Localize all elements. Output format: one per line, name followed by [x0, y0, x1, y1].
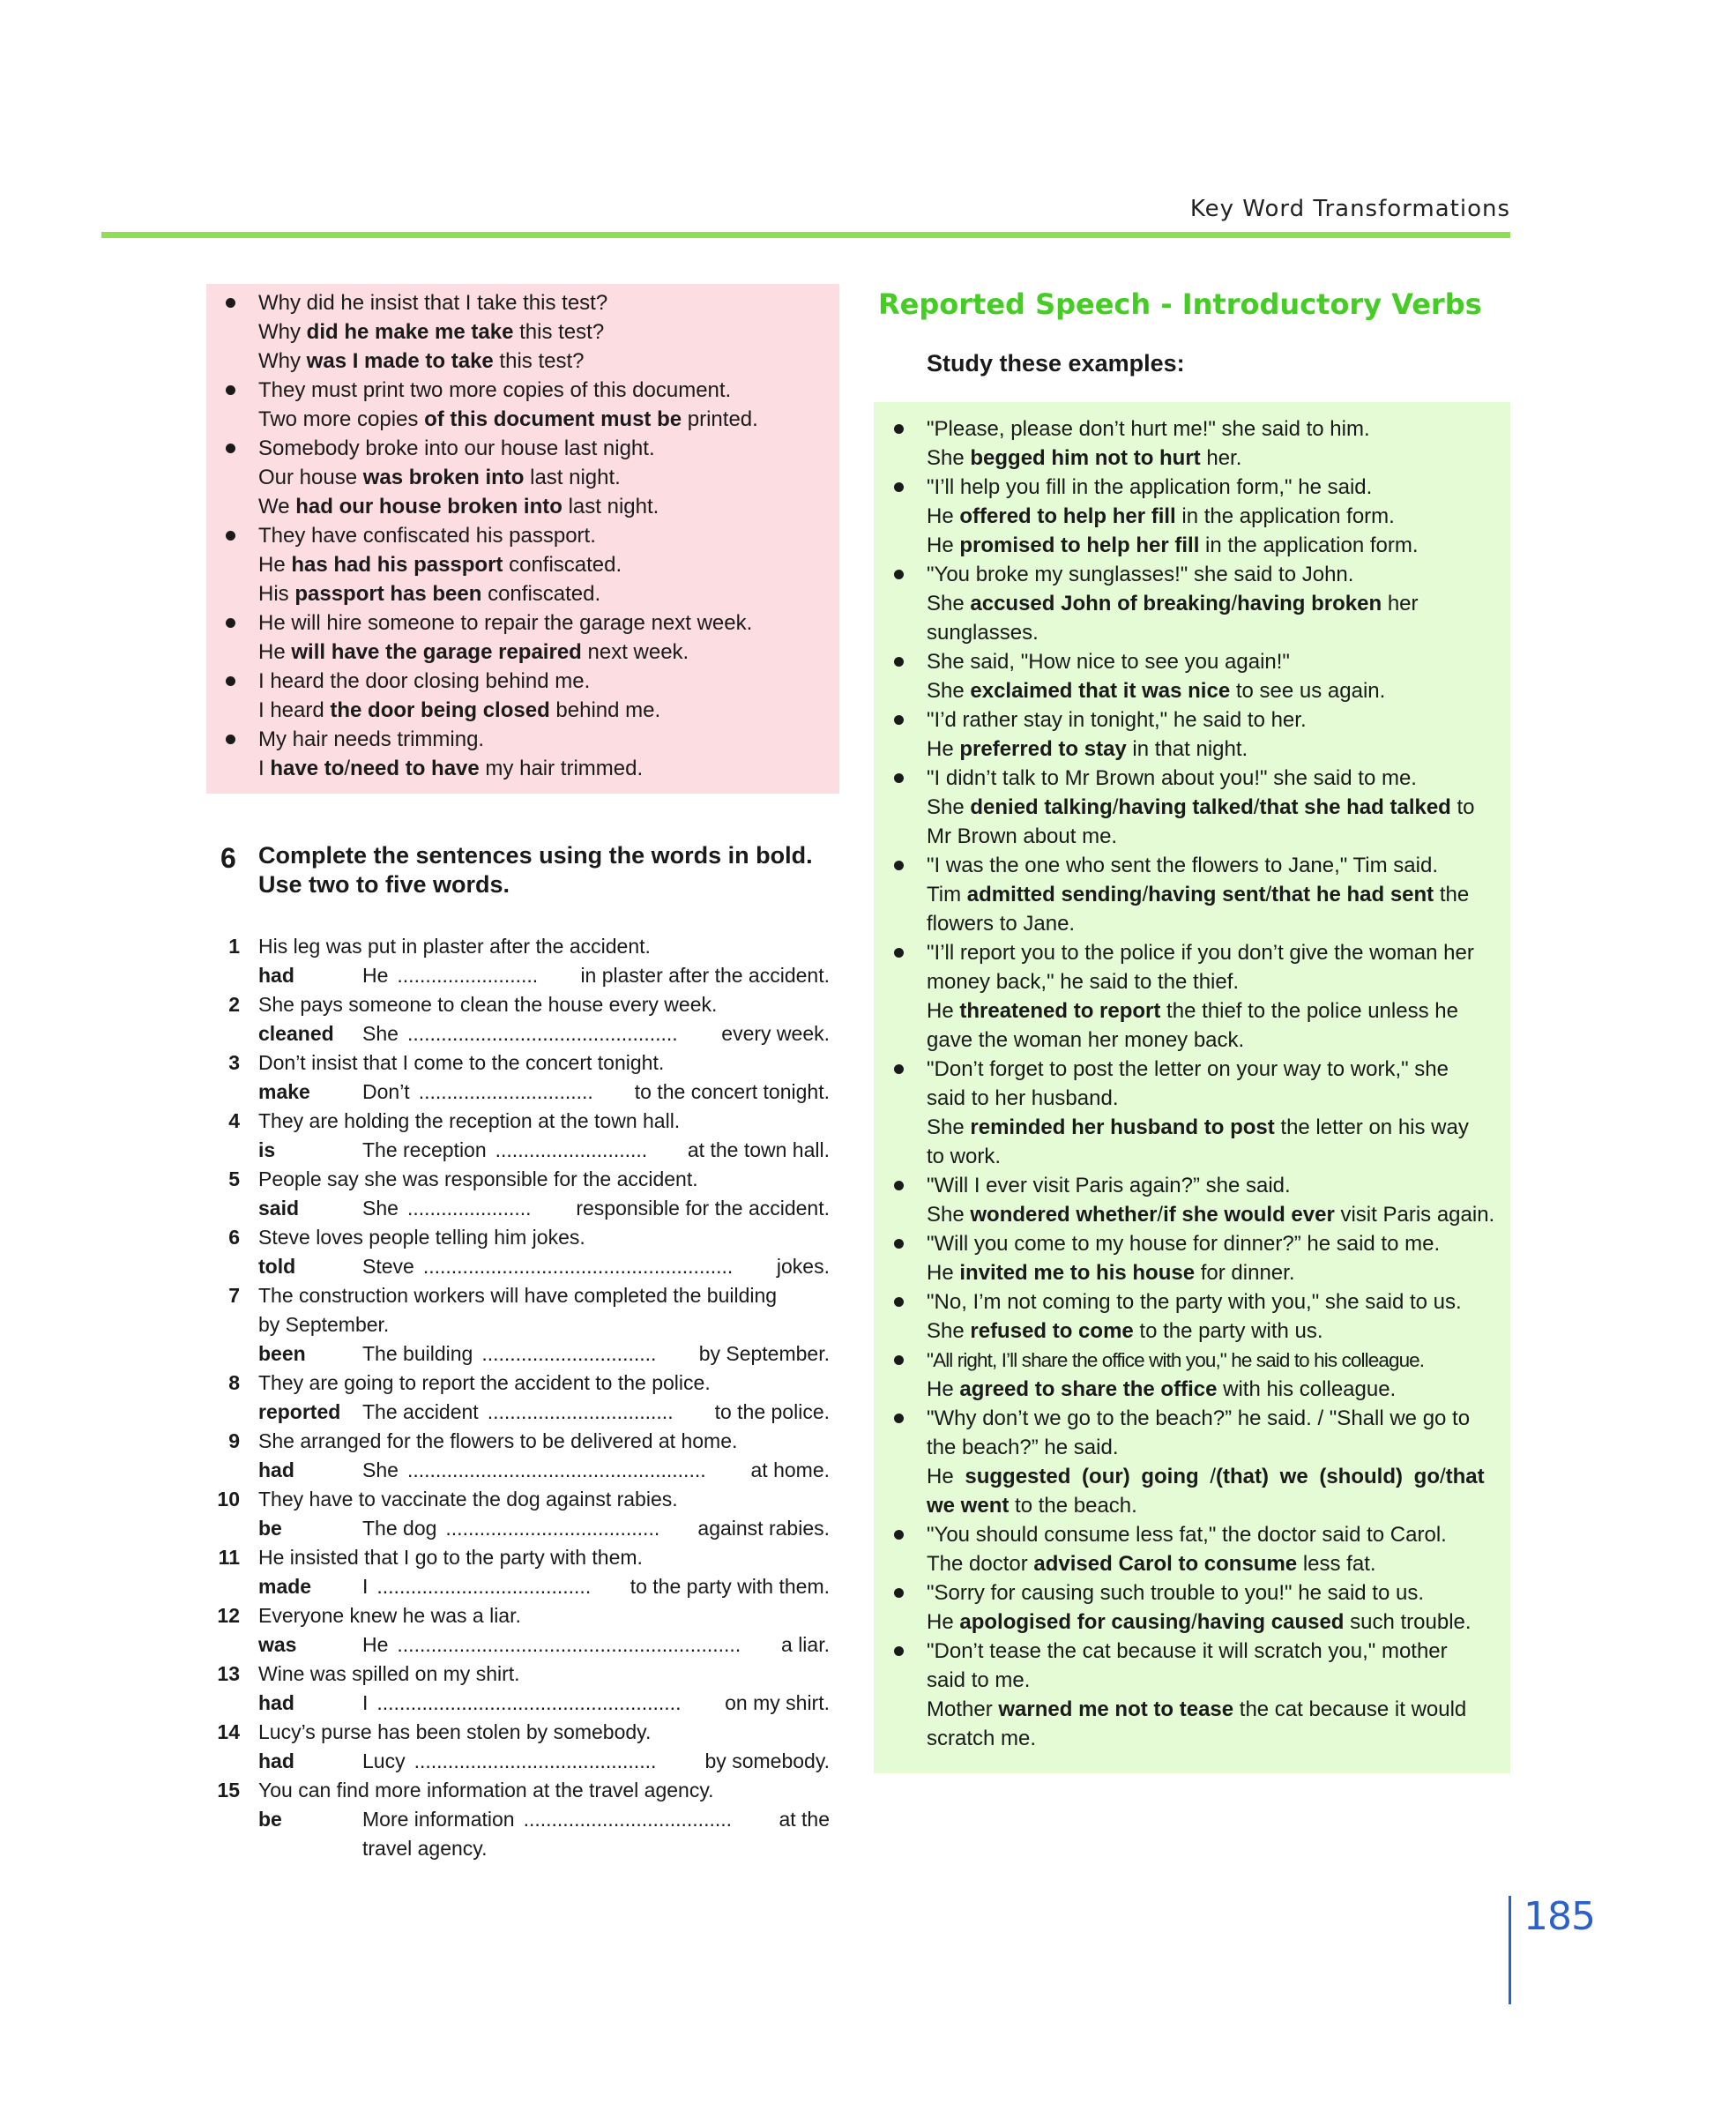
- bullet-icon: [894, 1297, 904, 1307]
- item-lead: Steve: [362, 1255, 414, 1278]
- item-stem: His leg was put in plaster after the accident.: [258, 935, 651, 958]
- bullet-icon: [894, 1239, 904, 1249]
- bullet-icon: [894, 482, 904, 492]
- item-lead: I: [362, 1575, 369, 1598]
- example-line: Mr Brown about me.: [927, 824, 1118, 848]
- item-stem: You can find more information at the travel agency.: [258, 1779, 714, 1801]
- item-tail: responsible for the accident.: [576, 1197, 830, 1220]
- item-tail: on my shirt.: [725, 1691, 830, 1714]
- item-answer-line: [362, 1398, 830, 1427]
- example-line: She begged him not to hurt her.: [927, 446, 1242, 470]
- example-line: Why did he insist that I take this test?: [258, 291, 608, 315]
- bullet-icon: [226, 444, 235, 453]
- header-divider: [101, 232, 1510, 238]
- item-tail: in plaster after the accident.: [580, 964, 830, 987]
- item-answer-line: [362, 1630, 830, 1660]
- item-keyword: reported: [258, 1400, 341, 1423]
- item-dots[interactable]: .....................................: [523, 1808, 733, 1831]
- item-keyword: cleaned: [258, 1022, 334, 1045]
- item-answer-line: [362, 1689, 830, 1718]
- example-line: His passport has been confiscated.: [258, 582, 601, 606]
- bullet-icon: [894, 1414, 904, 1423]
- item-tail: every week.: [721, 1022, 830, 1045]
- item-tail: a liar.: [781, 1633, 830, 1656]
- example-line: They have confiscated his passport.: [258, 524, 596, 548]
- item-number: 12: [217, 1604, 240, 1627]
- item-tail: by September.: [698, 1342, 830, 1365]
- item-dots[interactable]: ......................................: [445, 1517, 660, 1540]
- page-number-rule: [1509, 1896, 1511, 2004]
- example-line: "Why don’t we go to the beach?” he said. / "Shall we go to: [927, 1406, 1471, 1430]
- item-lead: She: [362, 1197, 399, 1220]
- item-lead: I: [362, 1691, 369, 1714]
- example-line: "I’d rather stay in tonight," he said to her.: [927, 708, 1307, 732]
- running-header: Key Word Transformations: [1189, 196, 1510, 222]
- item-stem: Wine was spilled on my shirt.: [258, 1662, 520, 1685]
- bullet-icon: [226, 735, 235, 744]
- example-line: "Don’t tease the cat because it will scratch you," mother: [927, 1639, 1448, 1663]
- bullet-icon: [894, 773, 904, 783]
- example-line: He has had his passport confiscated.: [258, 553, 622, 577]
- example-line: My hair needs trimming.: [258, 727, 485, 751]
- example-line: He preferred to stay in that night.: [927, 737, 1248, 761]
- item-tail: to the police.: [714, 1400, 830, 1423]
- example-line: The doctor advised Carol to consume less fat.: [927, 1552, 1376, 1576]
- example-line: "Sorry for causing such trouble to you!" he said to us.: [927, 1581, 1424, 1605]
- item-number: 2: [228, 993, 240, 1016]
- item-number: 14: [217, 1720, 240, 1743]
- example-line: She refused to come to the party with us.: [927, 1319, 1323, 1343]
- item-dots[interactable]: ......................................: [376, 1575, 592, 1598]
- bullet-icon: [226, 531, 235, 541]
- item-keyword: was: [258, 1633, 297, 1656]
- item-lead: She: [362, 1022, 399, 1045]
- item-number: 8: [228, 1371, 240, 1394]
- example-line: "I’ll help you fill in the application form," he said.: [927, 475, 1373, 499]
- bullet-icon: [894, 1181, 904, 1190]
- item-tail: to the party with them.: [630, 1575, 830, 1598]
- item-dots[interactable]: .......................................................: [422, 1255, 734, 1278]
- item-number: 6: [228, 1226, 240, 1249]
- item-lead: He: [362, 964, 389, 987]
- item-number: 9: [228, 1429, 240, 1452]
- item-number: 5: [228, 1167, 240, 1190]
- example-line: "I didn’t talk to Mr Brown about you!" she said to me.: [927, 766, 1417, 790]
- example-line: "Don’t forget to post the letter on your way to work," she: [927, 1057, 1449, 1081]
- example-line: "Please, please don’t hurt me!" she said to him.: [927, 417, 1370, 441]
- exercise-instruction-line2: Use two to five words.: [258, 871, 510, 898]
- item-keyword: told: [258, 1255, 296, 1278]
- bullet-icon: [894, 715, 904, 725]
- example-line: He will have the garage repaired next week.: [258, 640, 689, 664]
- example-line: said to me.: [927, 1668, 1031, 1692]
- item-number: 4: [228, 1109, 240, 1132]
- item-number: 7: [228, 1284, 240, 1307]
- item-dots[interactable]: .................................: [487, 1400, 674, 1423]
- item-dots[interactable]: .........................: [397, 964, 539, 987]
- section-title: Reported Speech - Introductory Verbs: [878, 287, 1482, 321]
- example-line: scratch me.: [927, 1727, 1037, 1750]
- item-dots[interactable]: ......................................................: [376, 1691, 682, 1714]
- item-lead: The building: [362, 1342, 473, 1365]
- item-answer-line: [362, 1747, 830, 1776]
- item-lead: Lucy: [362, 1749, 406, 1772]
- item-answer-line: [362, 961, 830, 990]
- example-line: "You should consume less fat," the doctor said to Carol.: [927, 1523, 1447, 1547]
- example-line: "All right, I’ll share the office with you," he said to his colleague.: [927, 1349, 1425, 1371]
- example-line: flowers to Jane.: [927, 912, 1076, 936]
- example-line: "No, I’m not coming to the party with you," she said to us.: [927, 1290, 1462, 1314]
- item-keyword: been: [258, 1342, 306, 1365]
- bullet-icon: [894, 1646, 904, 1656]
- example-line: She reminded her husband to post the letter on his way: [927, 1115, 1469, 1139]
- item-stem: She pays someone to clean the house every week.: [258, 993, 718, 1016]
- item-answer-line: [362, 1194, 830, 1223]
- item-dots[interactable]: ................................................: [406, 1022, 678, 1045]
- example-line: I heard the door being closed behind me.: [258, 698, 661, 722]
- bullet-icon: [894, 570, 904, 579]
- item-tail: jokes.: [776, 1255, 830, 1278]
- item-tail: against rabies.: [697, 1517, 830, 1540]
- item-answer-line: [362, 1136, 830, 1165]
- item-number: 11: [218, 1546, 240, 1569]
- example-line: He promised to help her fill in the application form.: [927, 533, 1419, 557]
- item-lead: More information: [362, 1808, 515, 1831]
- bullet-icon: [894, 1355, 904, 1365]
- item-answer-line: [362, 1252, 830, 1281]
- bullet-icon: [894, 657, 904, 667]
- bullet-icon: [894, 1530, 904, 1540]
- item-keyword: be: [258, 1517, 282, 1540]
- item-tail: by somebody.: [704, 1749, 830, 1772]
- example-line: She said, "How nice to see you again!": [927, 650, 1290, 674]
- item-answer-line: [362, 1805, 830, 1834]
- example-line: She exclaimed that it was nice to see us again.: [927, 679, 1386, 703]
- item-tail: at the: [779, 1808, 830, 1831]
- example-line: I have to/need to have my hair trimmed.: [258, 757, 644, 780]
- example-line: "Will I ever visit Paris again?” she said.: [927, 1174, 1291, 1197]
- item-lead: The accident: [362, 1400, 479, 1423]
- bullet-icon: [226, 298, 235, 308]
- example-line: He suggested (our) going /(that) we (should) go/that: [927, 1465, 1485, 1488]
- example-line: money back," he said to the thief.: [927, 970, 1240, 994]
- item-lead: She: [362, 1458, 399, 1481]
- example-line: gave the woman her money back.: [927, 1028, 1245, 1052]
- item-number: 10: [217, 1488, 240, 1511]
- exercise-instruction-line1: Complete the sentences using the words in bold.: [258, 842, 813, 869]
- example-line: "I’ll report you to the police if you don’t give the woman her: [927, 941, 1474, 965]
- example-line: Somebody broke into our house last night.: [258, 436, 655, 460]
- example-line: He invited me to his house for dinner.: [927, 1261, 1295, 1285]
- example-line: "You broke my sunglasses!" she said to John.: [927, 563, 1354, 586]
- example-line: Tim admitted sending/having sent/that he had sent the: [927, 883, 1470, 906]
- example-line: She accused John of breaking/having broken her: [927, 592, 1419, 615]
- item-keyword: had: [258, 1691, 294, 1714]
- example-line: "I was the one who sent the flowers to Jane," Tim said.: [927, 854, 1438, 877]
- item-stem: The construction workers will have completed the building: [258, 1284, 778, 1307]
- item-keyword: be: [258, 1808, 282, 1831]
- example-line: He agreed to share the office with his colleague.: [927, 1377, 1397, 1401]
- item-stem: She arranged for the flowers to be delivered at home.: [258, 1429, 738, 1452]
- item-stem: He insisted that I go to the party with them.: [258, 1546, 643, 1569]
- bullet-icon: [894, 861, 904, 870]
- bullet-icon: [894, 948, 904, 958]
- example-line: Mother warned me not to tease the cat because it would: [927, 1697, 1467, 1721]
- study-label: Study these examples:: [927, 350, 1185, 377]
- bullet-icon: [226, 385, 235, 395]
- example-line: She denied talking/having talked/that she had talked to: [927, 795, 1475, 819]
- item-tail-continued: travel agency.: [362, 1837, 488, 1860]
- example-line: the beach?” he said.: [927, 1436, 1119, 1459]
- example-line: Our house was broken into last night.: [258, 466, 621, 489]
- item-tail: to the concert tonight.: [634, 1080, 830, 1103]
- item-keyword: had: [258, 1458, 294, 1481]
- item-answer-line: [362, 1019, 830, 1048]
- item-answer-line: [362, 1078, 830, 1107]
- bullet-icon: [226, 676, 235, 686]
- example-line: "Will you come to my house for dinner?” he said to me.: [927, 1232, 1441, 1256]
- example-line: He threatened to report the thief to the police unless he: [927, 999, 1458, 1023]
- example-line: we went to the beach.: [927, 1494, 1137, 1518]
- item-stem: They have to vaccinate the dog against rabies.: [258, 1488, 678, 1511]
- item-dots[interactable]: ...............................: [481, 1342, 657, 1365]
- item-number: 1: [228, 935, 240, 958]
- item-dots[interactable]: ...............................: [418, 1080, 593, 1103]
- item-stem-continued: by September.: [258, 1313, 390, 1336]
- item-dots[interactable]: .....................................................: [406, 1458, 706, 1481]
- item-stem: Lucy’s purse has been stolen by somebody.: [258, 1720, 652, 1743]
- item-answer-line: [362, 1456, 830, 1485]
- example-line: He will hire someone to repair the garage next week.: [258, 611, 753, 635]
- example-line: Why was I made to take this test?: [258, 349, 585, 373]
- item-stem: People say she was responsible for the accident.: [258, 1167, 698, 1190]
- example-line: I heard the door closing behind me.: [258, 669, 591, 693]
- item-number: 3: [228, 1051, 240, 1074]
- example-line: He offered to help her fill in the application form.: [927, 504, 1395, 528]
- item-answer-line: [362, 1339, 830, 1369]
- item-lead: The dog: [362, 1517, 437, 1540]
- item-dots[interactable]: ......................: [406, 1197, 532, 1220]
- item-keyword: had: [258, 964, 294, 987]
- example-line: to work.: [927, 1145, 1002, 1168]
- item-keyword: said: [258, 1197, 300, 1220]
- exercise-number: 6: [220, 842, 236, 874]
- item-lead: The reception: [362, 1138, 487, 1161]
- item-lead: He: [362, 1633, 389, 1656]
- bullet-icon: [226, 618, 235, 628]
- item-tail: at the town hall.: [687, 1138, 830, 1161]
- item-stem: Everyone knew he was a liar.: [258, 1604, 521, 1627]
- item-stem: They are holding the reception at the town hall.: [258, 1109, 681, 1132]
- page-number: 185: [1524, 1894, 1595, 1939]
- example-line: They must print two more copies of this document.: [258, 378, 732, 402]
- item-dots[interactable]: ...........................................: [414, 1749, 657, 1772]
- item-number: 15: [217, 1779, 240, 1801]
- item-stem: Steve loves people telling him jokes.: [258, 1226, 585, 1249]
- bullet-icon: [894, 424, 904, 434]
- item-answer-line: [362, 1572, 830, 1601]
- item-number: 13: [217, 1662, 240, 1685]
- item-keyword: is: [258, 1138, 276, 1161]
- item-keyword: had: [258, 1749, 294, 1772]
- bullet-icon: [894, 1064, 904, 1074]
- item-keyword: made: [258, 1575, 312, 1598]
- item-dots[interactable]: ...........................: [495, 1138, 648, 1161]
- item-answer-line: [362, 1514, 830, 1543]
- item-stem: They are going to report the accident to the police.: [258, 1371, 711, 1394]
- example-line: He apologised for causing/having caused such trouble.: [927, 1610, 1472, 1634]
- example-line: sunglasses.: [927, 621, 1039, 645]
- bullet-icon: [894, 1588, 904, 1598]
- example-line: Why did he make me take this test?: [258, 320, 605, 344]
- item-lead: Don’t: [362, 1080, 410, 1103]
- example-line: She wondered whether/if she would ever visit Paris again.: [927, 1203, 1495, 1227]
- item-dots[interactable]: .............................................................: [397, 1633, 741, 1656]
- item-tail: at home.: [750, 1458, 830, 1481]
- item-stem: Don’t insist that I come to the concert tonight.: [258, 1051, 665, 1074]
- example-line: We had our house broken into last night.: [258, 495, 659, 518]
- example-line: said to her husband.: [927, 1086, 1119, 1110]
- item-keyword: make: [258, 1080, 310, 1103]
- example-line: Two more copies of this document must be printed.: [258, 407, 758, 431]
